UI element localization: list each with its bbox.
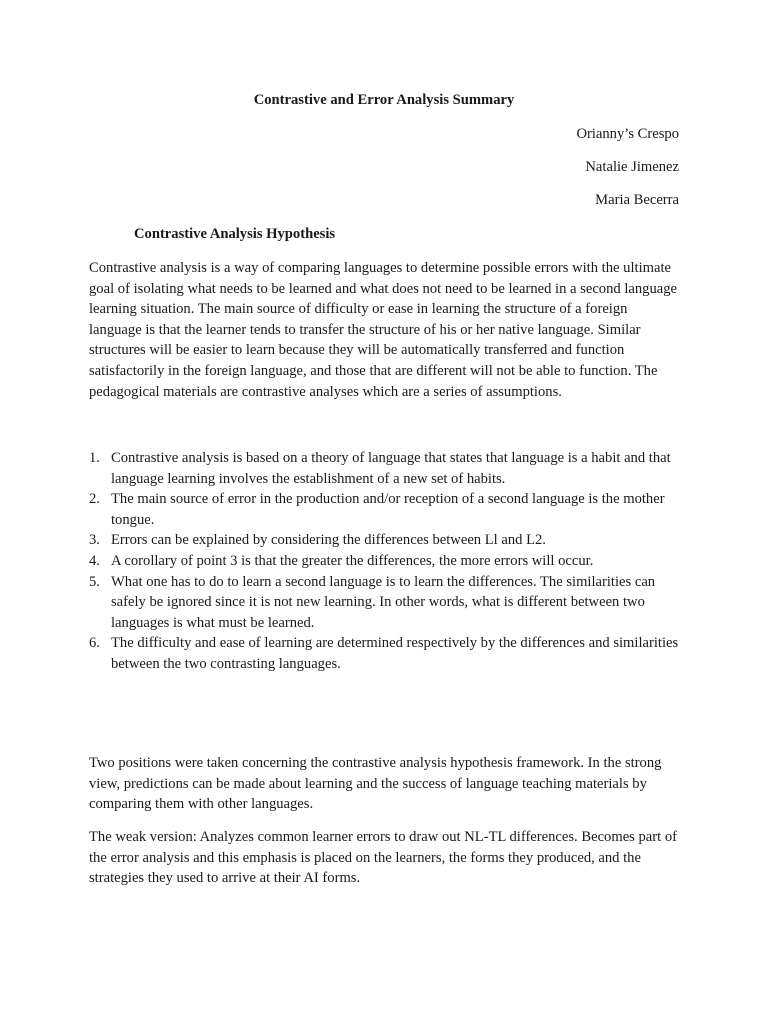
- assumptions-list: [89, 448, 679, 675]
- list-item: [89, 572, 679, 634]
- weak-version-paragraph: The weak version: Analyzes common learner errors to draw out NL-TL differences. Becomes part of the error analysis and this emphasis is placed on the learners, the forms they produced, and the strategies they used to arrive at their AI forms.: [89, 829, 677, 887]
- positions-paragraph: Two positions were taken concerning the contrastive analysis hypothesis framework. In the strong view, predictions can be made about learning and the success of language teaching materials by comparing them with other languages.: [89, 755, 662, 813]
- list-item-text: Errors can be explained by considering the differences between Ll and L2.: [111, 532, 546, 549]
- list-item-number: 4.: [89, 552, 100, 569]
- list-item-text: The main source of error in the production and/or reception of a second language is the mother tongue.: [111, 491, 665, 528]
- list-item: [89, 530, 679, 551]
- list-item-number: 6.: [89, 635, 100, 652]
- author-name: Orianny’s Crespo: [576, 126, 679, 142]
- list-item: [89, 489, 679, 530]
- list-item-text: A corollary of point 3 is that the greater the differences, the more errors will occur.: [111, 552, 594, 569]
- list-item-number: 1.: [89, 450, 100, 466]
- list-item-text: What one has to do to learn a second language is to learn the differences. The similarities can safely be ignored since it is not new learning. In other words, what is different between two languages is what must be learned.: [111, 573, 656, 631]
- section-heading: Contrastive Analysis Hypothesis: [134, 226, 336, 242]
- author-name: Natalie Jimenez: [585, 159, 679, 175]
- list-item-text: Contrastive analysis is based on a theory of language that states that language is a habit and that language learning involves the establishment of a new set of habits.: [111, 450, 671, 487]
- intro-paragraph: Contrastive analysis is a way of comparing languages to determine possible errors with the ultimate goal of isolating what needs to be learned and what does not need to be learned in a second language learning situation. The main source of difficulty or ease in learning the structure of a foreign language is that the learner tends to transfer the structure of his or her native language. Similar structures will be easier to learn because they will be automatically transferred and function satisfactorily in the foreign language, and those that are different will not be able to function. The pedagogical materials are contrastive analyses which are a series of assumptions.: [89, 260, 678, 400]
- list-item-text: The difficulty and ease of learning are determined respectively by the differences and similarities between the two contrasting languages.: [111, 635, 679, 672]
- author-name: Maria Becerra: [595, 192, 679, 208]
- list-item-number: 3.: [89, 532, 100, 549]
- list-item: [89, 633, 679, 674]
- list-item: [89, 448, 679, 489]
- list-item-number: 2.: [89, 491, 100, 508]
- document-title: Contrastive and Error Analysis Summary: [253, 92, 515, 108]
- list-item-number: 5.: [89, 573, 100, 590]
- list-item: [89, 551, 679, 572]
